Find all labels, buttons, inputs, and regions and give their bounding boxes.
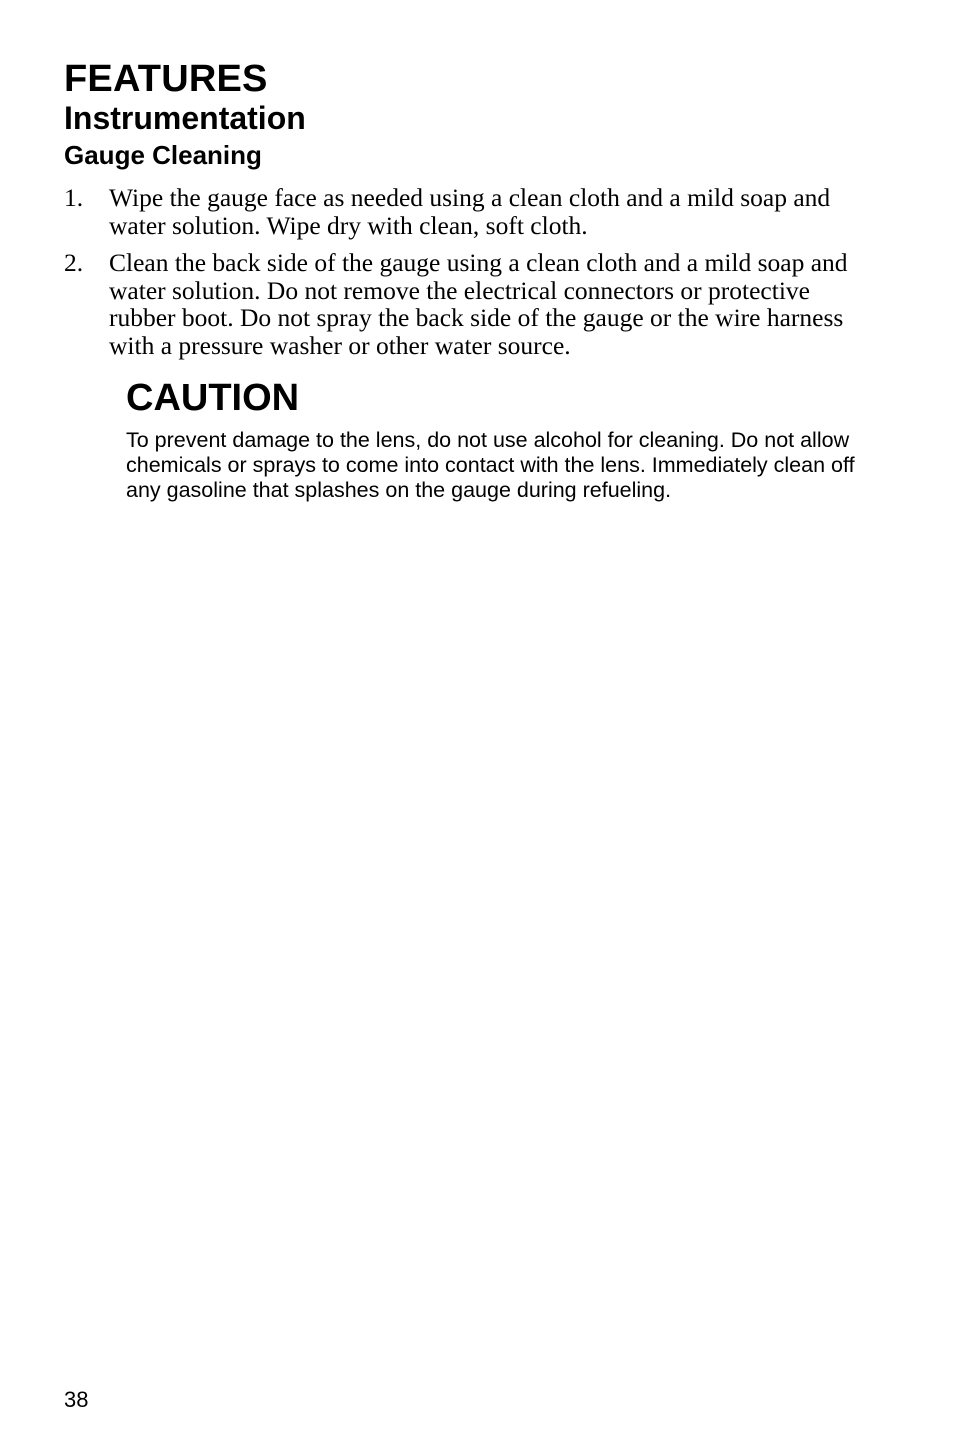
step-text: Wipe the gauge face as needed using a clean cloth and a mild soap and water solution. Wipe dry with clean, soft cloth. bbox=[109, 183, 831, 240]
caution-text: To prevent damage to the lens, do not use alcohol for cleaning. Do not allow chemicals or sprays to come into contact with the lens. Immediately clean off any gasoline that splashes on the gauge during refueling. bbox=[126, 428, 855, 502]
step-text: Clean the back side of the gauge using a clean cloth and a mild soap and water solution. Do not remove the electrical connectors or protective rubber boot. Do not spray the back side of the gauge or the wire harness with a pressure washer or other water source. bbox=[109, 248, 848, 360]
page-number: 38 bbox=[64, 1387, 89, 1412]
subsection-title: Gauge Cleaning bbox=[64, 140, 262, 170]
step-number: 1. bbox=[64, 183, 84, 212]
step-item bbox=[64, 184, 864, 239]
section-title: Instrumentation bbox=[64, 100, 306, 136]
cleaning-steps-list bbox=[64, 184, 864, 369]
step-number: 2. bbox=[64, 248, 84, 277]
caution-notice bbox=[126, 372, 856, 503]
caution-title: CAUTION bbox=[126, 377, 300, 419]
chapter-title: FEATURES bbox=[64, 58, 268, 100]
step-item bbox=[64, 249, 864, 359]
